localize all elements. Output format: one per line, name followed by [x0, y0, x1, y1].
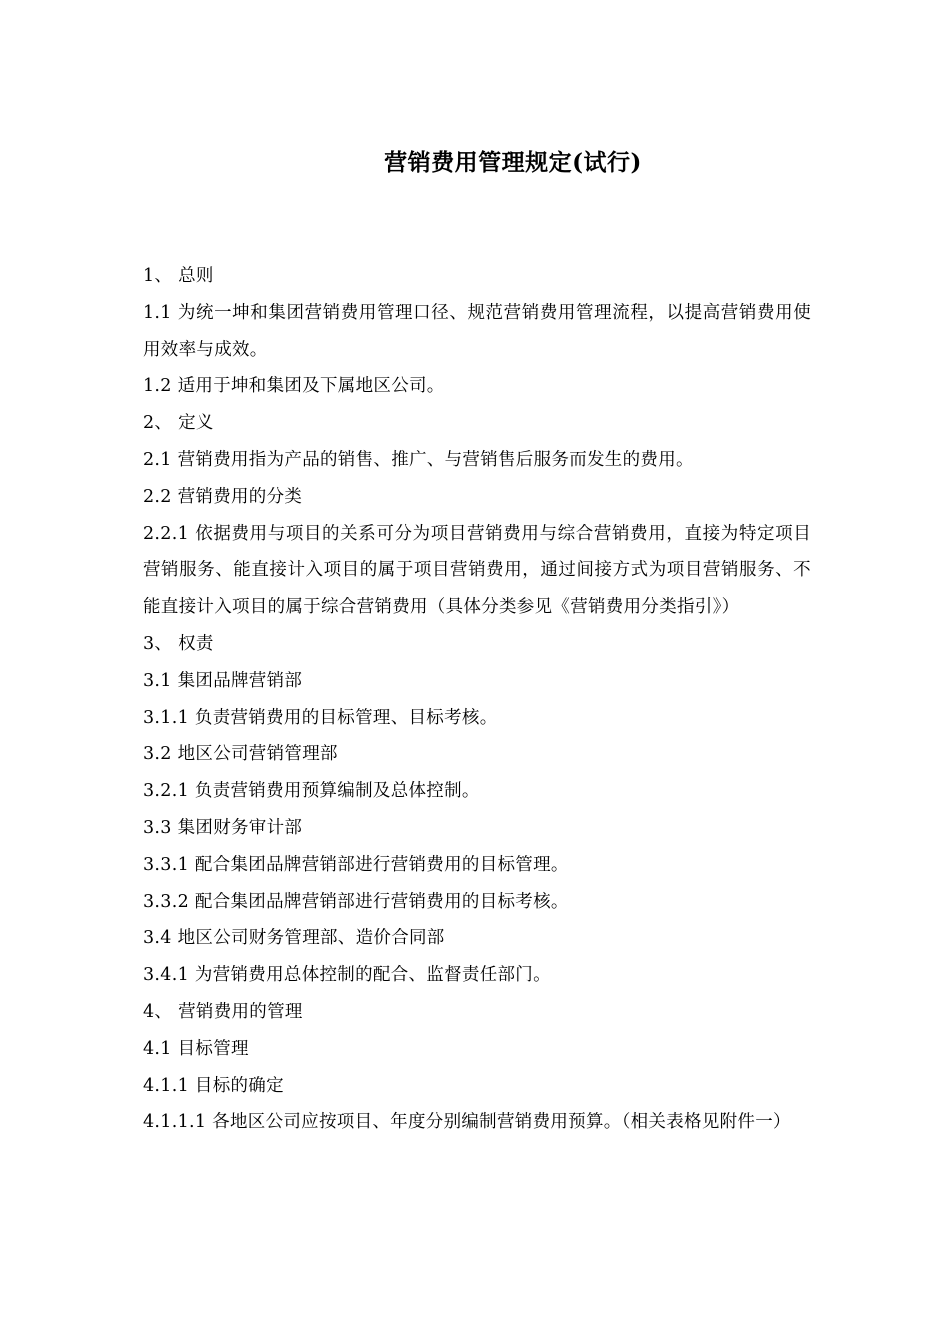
document-title: 营销费用管理规定(试行) [384, 149, 642, 176]
paragraph-3-2: 3.2 地区公司营销管理部 [143, 744, 338, 765]
section-2-heading: 2、 定义 [143, 413, 214, 434]
paragraph-4-1-1-1: 4.1.1.1 各地区公司应按项目、年度分别编制营销费用预算。（相关表格见附件一） [143, 1112, 791, 1133]
paragraph-2-2: 2.2 营销费用的分类 [143, 486, 303, 507]
document-body [143, 258, 811, 1141]
paragraph-4-1: 4.1 目标管理 [143, 1038, 249, 1059]
paragraph-3-3: 3.3 集团财务审计部 [143, 817, 303, 838]
section-4-heading: 4、 营销费用的管理 [143, 1001, 303, 1022]
paragraph-3-2-1: 3.2.1 负责营销费用预算编制及总体控制。 [143, 781, 480, 802]
paragraph-3-1-1: 3.1.1 负责营销费用的目标管理、目标考核。 [143, 707, 498, 728]
paragraph-3-1: 3.1 集团品牌营销部 [143, 670, 303, 691]
paragraph-3-4-1: 3.4.1 为营销费用总体控制的配合、监督责任部门。 [143, 965, 551, 986]
paragraph-1-1: 1.1 为统一坤和集团营销费用管理口径、规范营销费用管理流程，以提高营销费用使用效率与成效。 [143, 302, 811, 360]
paragraph-3-3-1: 3.3.1 配合集团品牌营销部进行营销费用的目标管理。 [143, 854, 569, 875]
section-3-heading: 3、 权责 [143, 633, 214, 654]
paragraph-1-2: 1.2 适用于坤和集团及下属地区公司。 [143, 376, 445, 397]
section-1-heading: 1、 总则 [143, 266, 214, 286]
paragraph-2-1: 2.1 营销费用指为产品的销售、推广、与营销售后服务而发生的费用。 [143, 449, 694, 470]
paragraph-3-4: 3.4 地区公司财务管理部、造价合同部 [143, 928, 445, 949]
paragraph-4-1-1: 4.1.1 目标的确定 [143, 1075, 284, 1096]
paragraph-2-2-1: 2.2.1 依据费用与项目的关系可分为项目营销费用与综合营销费用，直接为特定项目营销服务、能直接计入项目的属于项目营销费用，通过间接方式为项目营销服务、不能直接计入项目的属于综合营销费用（具体分类参见《营销费用分类指引》） [143, 523, 811, 618]
paragraph-3-3-2: 3.3.2 配合集团品牌营销部进行营销费用的目标考核。 [143, 891, 569, 912]
